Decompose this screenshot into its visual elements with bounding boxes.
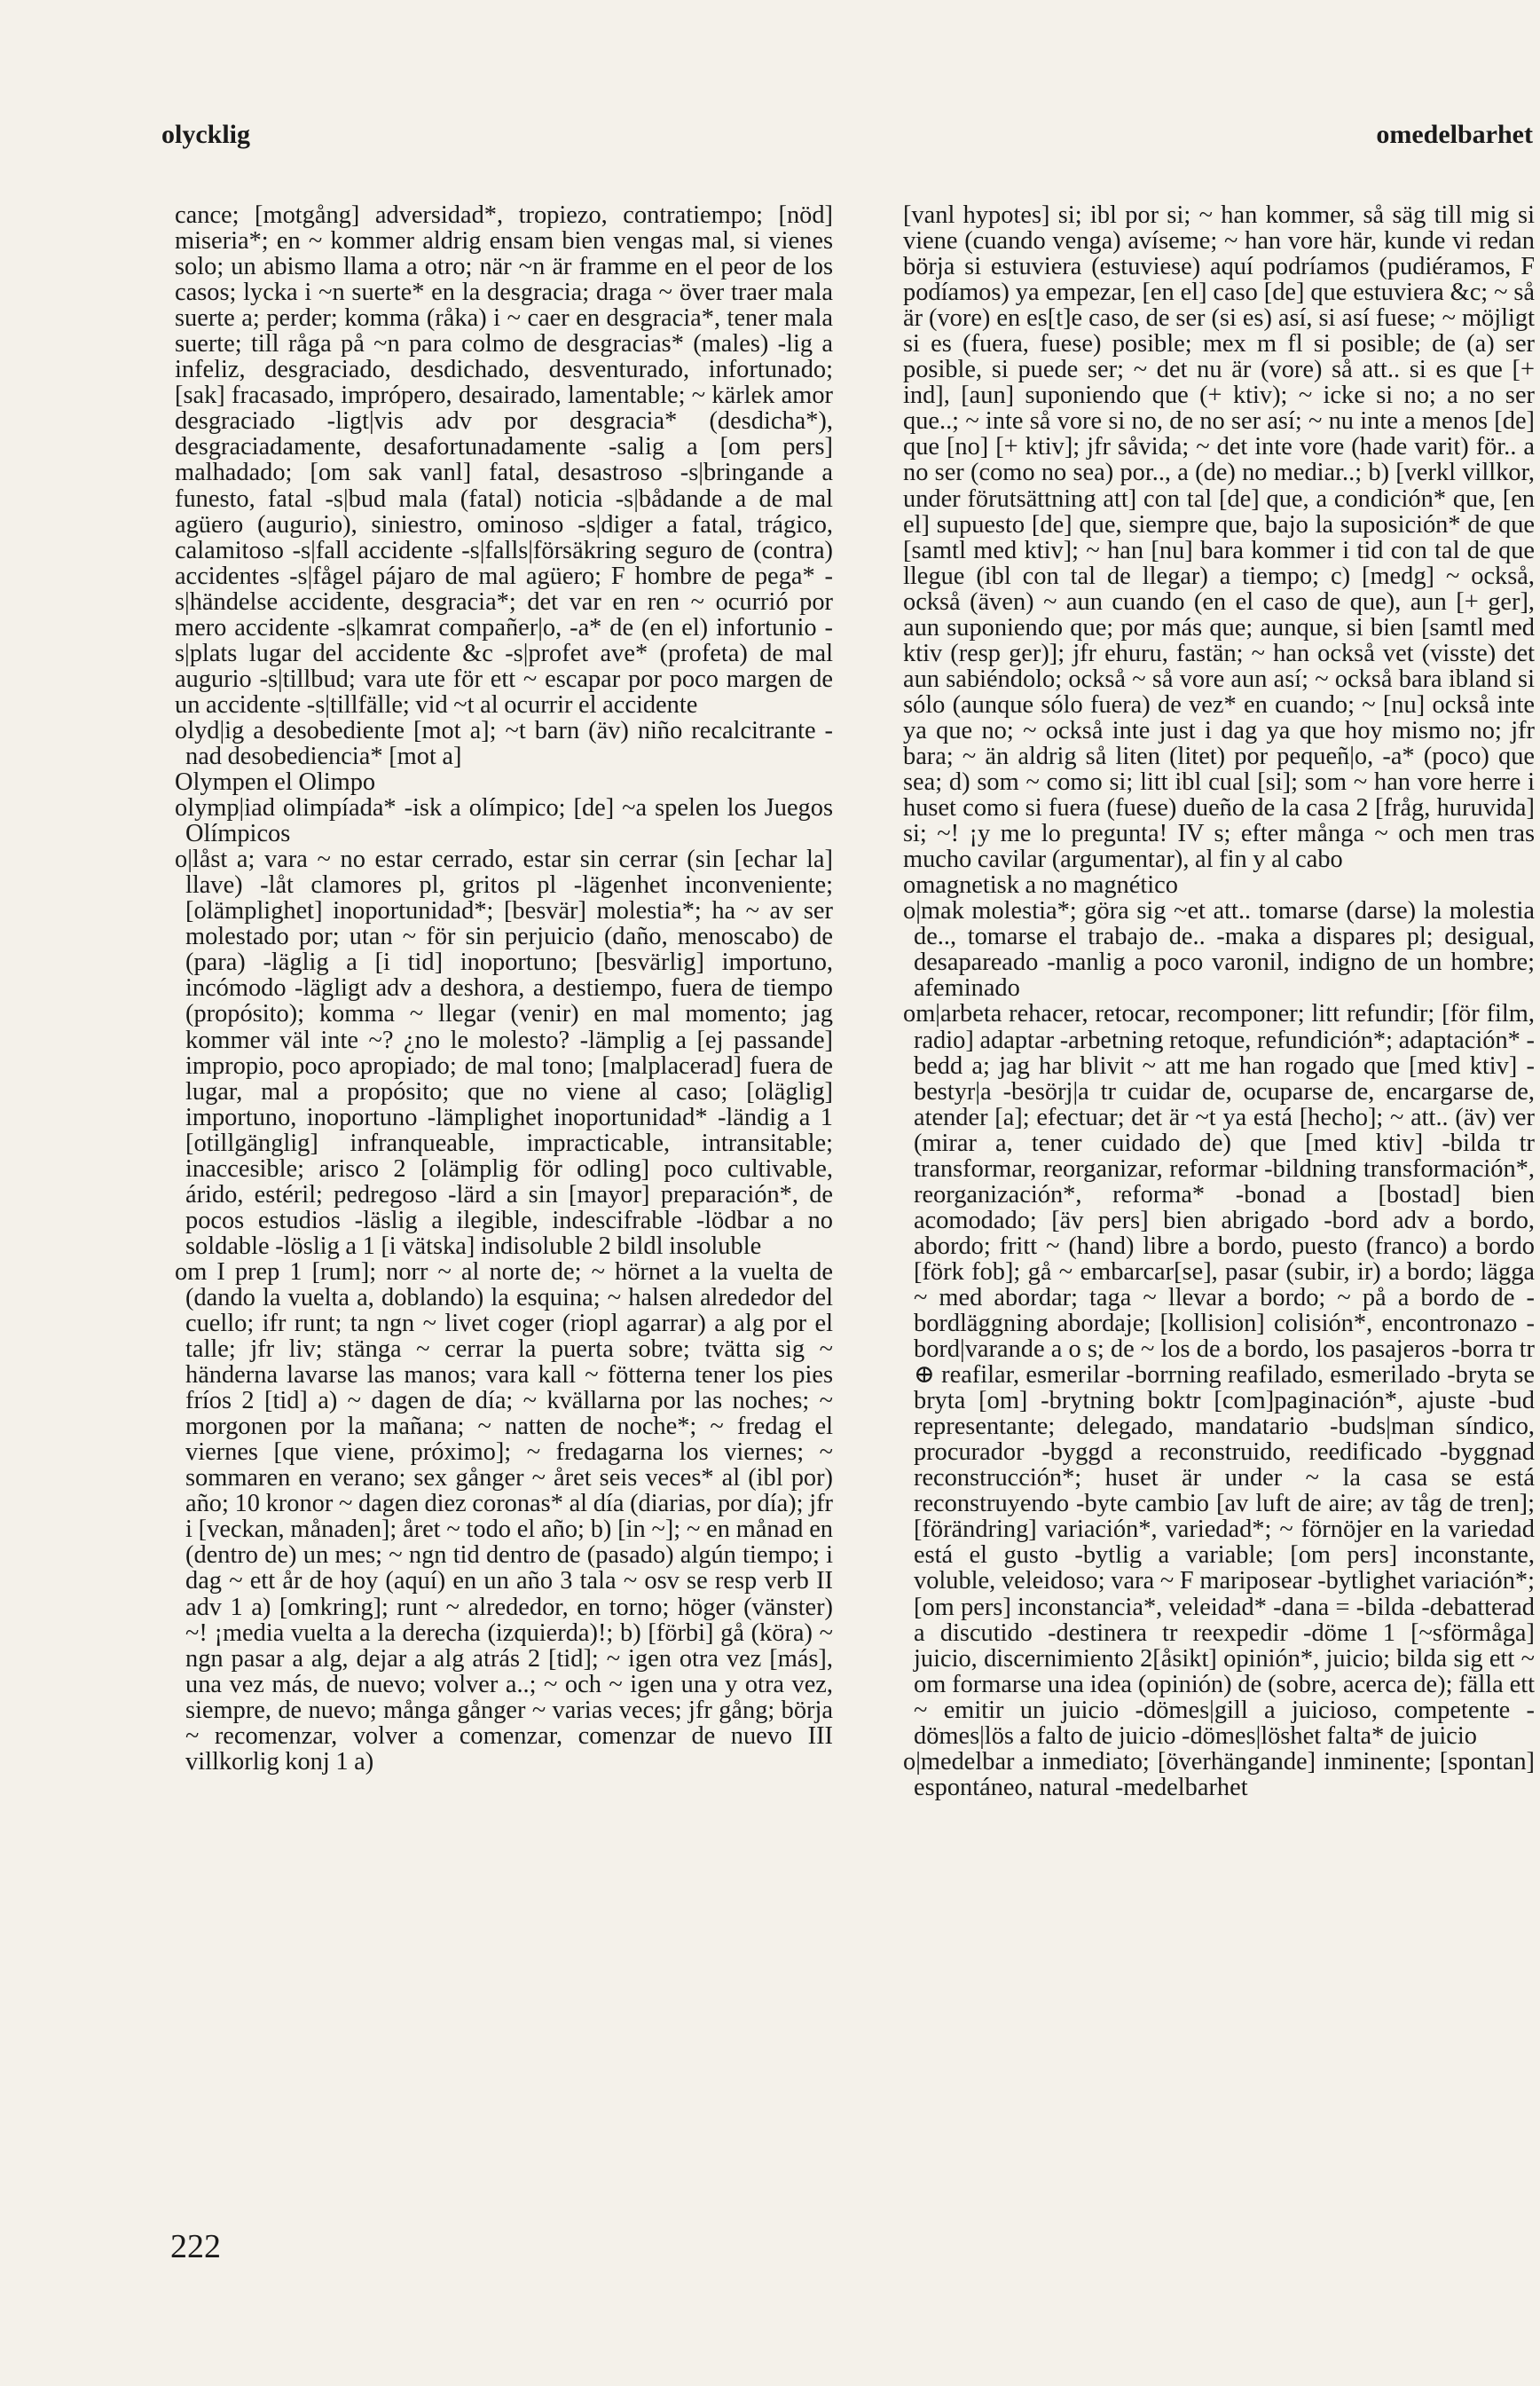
- dictionary-entry: o|medelbar a inmediato; [överhängande] inminente; [spontan] espontáneo, natural -medelbarhet: [903, 1747, 1535, 1801]
- left-column: [175, 202, 833, 2185]
- left-guide-word: olycklig: [161, 120, 251, 149]
- dictionary-entry: om I prep 1 [rum]; norr ~ al norte de; ~ hörnet a la vuelta de (dando la vuelta a, doblando) la esquina; ~ halsen alrededor del cuello; ifr runt; ta ngn ~ livet coger (riopl agarrar) a alg por el talle; jfr liv; stänga ~ cerrar la puerta sobre; tvätta sig ~ händerna lavarse las manos; vara kall ~ fötterna tener los pies fríos 2 [tid] a) ~ dagen de día; ~ kvällarna por las noches; ~ morgonen por la mañana; ~ natten de noche*; ~ fredag el viernes [que viene, próximo]; ~ fredagarna los viernes; ~ sommaren en verano; sex gånger ~ året seis veces* al (ibl por) año; 10 kronor ~ dagen diez coronas* al día (diarias, por día); jfr i [veckan, månaden]; året ~ todo el año; b) [in ~]; ~ en månad en (dentro de) un mes; ~ ngn tid dentro de (pasado) algún tiempo; i dag ~ ett år de hoy (aquí) en un año 3 tala ~ osv se resp verb II adv 1 a) [omkring]; runt ~ alrededor, en torno; höger (vänster) ~! ¡media vuelta a la derecha (izquierda)!; b) [förbi] gå (köra) ~ ngn pasar a alg, dejar a alg atrás 2 [tid]; ~ igen otra vez [más], una vez más, de nuevo; volver a..; ~ och ~ igen una y otra vez, siempre, de nuevo; många gånger ~ varias veces; jfr gång; börja ~ recomenzar, volver a comenzar, comenzar de nuevo III villkorlig konj 1 a): [175, 1257, 833, 1776]
- dictionary-entry: Olympen el Olimpo: [175, 768, 376, 797]
- page-number: 222: [170, 2228, 221, 2265]
- dictionary-entry: omagnetisk a no magnético: [903, 871, 1178, 900]
- dictionary-entry: olymp|iad olimpíada* -isk a olímpico; [de] ~a spelen los Juegos Olímpicos: [175, 794, 833, 848]
- dictionary-entry: om|arbeta rehacer, retocar, recomponer; litt refundir; [för film, radio] adaptar -arbetning retoque, refundición*; adaptación* -bedd a; jag har blivit ~ att me han rogado que [med ktiv] -bestyr|a -besörj|a tr cuidar de, ocuparse de, encargarse de, atender [a]; efectuar; det är ~t ya está [hecho]; ~ att.. (äv) ver (mirar a, tener cuidado de) que [med ktiv] -bilda tr transformar, reorganizar, reformar -bildning transformación*, reorganización*, reforma* -bonad a [bostad] bien acomodado; [äv pers] bien abrigado -bord adv a bordo, abordo; fritt ~ (hand) libre a bordo, puesto (franco) a bordo [förk fob]; gå ~ embarcar[se], pasar (subir, ir) a bordo; lägga ~ med abordar; taga ~ llevar a bordo; ~ på a bordo de -bordläggning abordaje; [kollision] colisión*, encontronazo -bord|varande a o s; de ~ los de a bordo, los pasajeros -borra tr ⊕ reafilar, esmerilar -borrning reafilado, esmerilado -bryta se bryta [om] -brytning boktr [com]paginación*, ajuste -bud representante; delegado, mandatario -buds|man síndico, procurador -byggd a reconstruido, reedificado -byggnad reconstrucción*; huset är under ~ la casa se está reconstruyendo -byte cambio [av luft de aire; av tåg de tren]; [förändring] variación*, variedad*; ~ förnöjer en la variedad está el gusto -bytlig a variable; [om pers] inconstante, voluble, veleidoso; vara ~ F mariposear -bytlighet variación*; [om pers] inconstancia*, veleidad* -dana = -bilda -debatterad a discutido -destinera tr reexpedir -döme 1 [~sförmåga] juicio, discernimiento 2[åsikt] opinión*, juicio; bilda sig ett ~ om formarse una idea (opinión) de (sobre, acerca de); fälla ett ~ emitir un juicio -dömes|gill a juicioso, competente -dömes|lös a falto de juicio -dömes|löshet falta* de juicio: [903, 1000, 1535, 1750]
- dictionary-entry: o|mak molestia*; göra sig ~et att.. tomarse (darse) la molestia de.., tomarse el trabajo de.. -maka a dispares pl; desigual, desapareado -manlig a poco varonil, indigno de un hombre; afeminado: [903, 897, 1535, 1003]
- dictionary-entry: cance; [motgång] adversidad*, tropiezo, contratiempo; [nöd] miseria*; en ~ kommer aldrig ensam bien vengas mal, si vienes solo; un abismo llama a otro; när ~n är framme en el peor de los casos; lycka i ~n suerte* en la desgracia; draga ~ över traer mala suerte a; perder; komma (råka) i ~ caer en desgracia*, tener mala suerte; till råga på ~n para colmo de desgracias* (males) -lig a infeliz, desgraciado, desdichado, desventurado, infortunado; [sak] fracasado, imprópero, desairado, lamentable; ~ kärlek amor desgraciado -ligt|vis adv por desgracia* (desdicha*), desgraciadamente, desafortunadamente -salig a [om pers] malhadado; [om sak vanl] fatal, desastroso -s|bringande a funesto, fatal -s|bud mala (fatal) noticia -s|bådande a de mal agüero (augurio), siniestro, ominoso -s|diger a fatal, trágico, calamitoso -s|fall accidente -s|falls|försäkring seguro de (contra) accidentes -s|fågel pájaro de mal agüero; F hombre de pega* -s|händelse accidente, desgracia*; det var en ren ~ ocurrió por mero accidente -s|kamrat compañer|o, -a* de (en el) infortunio -s|plats lugar del accidente &c -s|profet ave* (profeta) de mal augurio -s|tillbud; vara ute för ett ~ escapar por poco margen de un accidente -s|tillfälle; vid ~t al ocurrir el accidente: [175, 202, 833, 719]
- right-column: [903, 202, 1535, 2172]
- dictionary-entry: olyd|ig a desobediente [mot a]; ~t barn (äv) niño recalcitrante -nad desobediencia* [mot a]: [175, 716, 833, 770]
- dictionary-entry: [vanl hypotes] si; ibl por si; ~ han kommer, så säg till mig si viene (cuando venga) avíseme; ~ han vore här, kunde vi redan börja si estuviera (estuviese) aquí podríamos (pudiéramos, F podíamos) ya empezar, [en el] caso [de] que estuviera &c; ~ så är (vore) en es[t]e caso, de ser (si es) así, si así fuese; ~ möjligt si es (fuera, fuese) posible; mex m fl si posible; de (a) ser posible, si puede ser; ~ det nu är (vore) så att.. si es que [+ ind], [aun] suponiendo que (+ ktiv); ~ icke si no; a no ser que..; ~ inte så vore si no, de no ser así; ~ nu inte a menos [de] que [no] [+ ktiv]; jfr såvida; ~ det inte vore (hade varit) för.. a no ser (como no sea) por.., a (de) no mediar..; b) [verkl villkor, under förutsättning att] con tal [de] que, a condición* que, [en el] supuesto [de] que, siempre que, bajo la suposición* de que [samtl med ktiv]; ~ han [nu] bara kommer i tid con tal de que llegue (ibl con tal de llegar) a tiempo; c) [medg] ~ också, också (även) ~ aun cuando (en el caso de que), aun [+ ger], aun suponiendo que; por más que; aunque, si bien [samtl med ktiv (resp ger)]; jfr ehuru, fastän; ~ han också vet (visste) det aun sabiéndolo; också ~ så vore aun así; ~ också bara ibland si sólo (aunque sólo fuera) de vez* en cuando; ~ [nu] också inte ya que no; ~ också inte just i dag ya que hoy mismo no; jfr bara; ~ än aldrig så liten (litet) por pequeñ|o, -a* (poco) que sea; d) som ~ como si; litt ibl cual [si]; som ~ han vore herre i huset como si fuera (fuese) dueño de la casa 2 [fråg, huruvida] si; ~! ¡y me lo pregunta! IV s; efter många ~ och men tras mucho cavilar (argumentar), al fin y al cabo: [903, 202, 1535, 874]
- page-header: [0, 120, 1540, 164]
- dictionary-entry: o|låst a; vara ~ no estar cerrado, estar sin cerrar (sin [echar la] llave) -låt clamores pl, gritos pl -lägenhet inconveniente; [olämplighet] inoportunidad*; [besvär] molestia*; ha ~ av ser molestado por; utan ~ för sin perjuicio (daño, menoscabo) de (para) -läglig a [i tid] inoportuno; [besvärlig] importuno, incómodo -lägligt adv a deshora, a destiempo, fuera de tiempo (propósito); komma ~ llegar (venir) en mal momento; jag kommer väl inte ~? ¿no le molesto? -lämplig a [ej passande] impropio, poco apropiado; de mal tono; [malplacerad] fuera de lugar, mal a propósito; que no viene al caso; [oläglig] importuno, inoportuno -lämplighet inoportunidad* -ländig a 1 [otillgänglig] infranqueable, impracticable, intransitable; inaccesible; arisco 2 [olämplig för odling] poco cultivable, árido, estéril; pedregoso -lärd a sin [mayor] preparación*, de pocos estudios -läslig a ilegible, indescifrable -lödbar a no soldable -löslig a 1 [i vätska] indisoluble 2 bildl insoluble: [175, 846, 833, 1260]
- right-guide-word: omedelbarhet: [1376, 120, 1533, 149]
